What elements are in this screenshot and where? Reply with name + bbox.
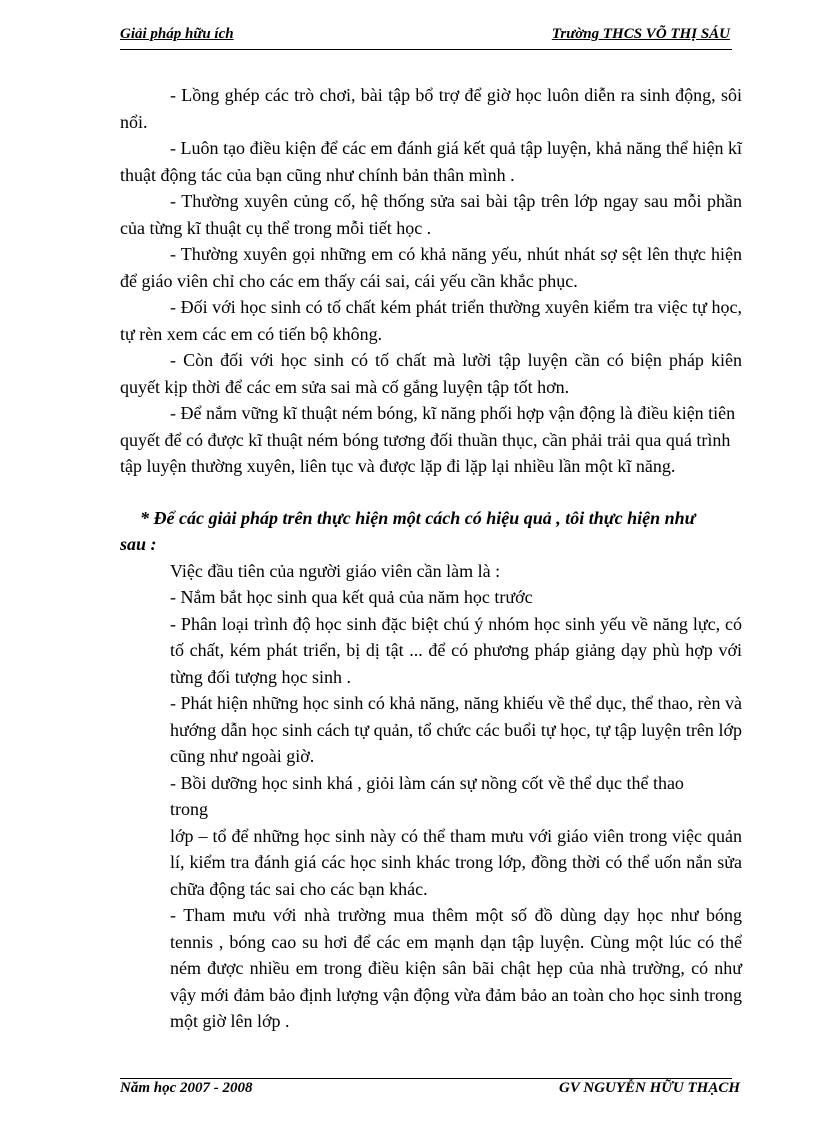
footer-divider xyxy=(120,1078,732,1079)
page-footer xyxy=(120,1080,752,1104)
header-divider xyxy=(120,49,732,50)
paragraph: - Đối với học sinh có tố chất kém phát triển thường xuyên kiểm tra việc tự học, tự rèn xem các em có tiến bộ không. xyxy=(120,297,742,344)
list-item: - Phân loại trình độ học sinh đặc biệt chú ý nhóm học sinh yếu về năng lực, có tố chất, kém phát triển, bị dị tật ... để có phương pháp giảng dạy phù hợp với từng đối tượng học sinh . xyxy=(170,613,742,687)
list-item: - Nắm bắt học sinh qua kết quả của năm học trước xyxy=(170,587,533,607)
header-school-name: Trường THCS VÕ THỊ SÁU xyxy=(551,26,730,42)
list-item: - Phát hiện những học sinh có khả năng, năng khiếu về thể dục, thể thao, rèn và hướng dẫn học sinh cách tự quản, tổ chức các buổi tự học, tự tập luyện trên lớp cũng như ngoài giờ. xyxy=(170,693,742,766)
paragraph: - Thường xuyên củng cố, hệ thống sửa sai bài tập trên lớp ngay sau mỗi phần của từng kĩ thuật cụ thể trong mỗi tiết học . xyxy=(120,191,742,238)
section-heading-continued: sau : xyxy=(120,534,157,554)
page-header xyxy=(120,26,730,48)
footer-author: GV NGUYỄN HỮU THẠCH xyxy=(559,1080,740,1096)
paragraph: - Để nắm vững kĩ thuật ném bóng, kĩ năng phối hợp vận động là điều kiện tiên quyết để có được kĩ thuật ném bóng tương đối thuần thục, cần phải trải qua quá trình tập luyện thường xuyên, liên tục và được lặp đi lặp lại nhiều lần một kĩ năng. xyxy=(120,403,736,476)
section-spacer xyxy=(120,480,742,505)
intro-line: Việc đầu tiên của người giáo viên cần làm là : xyxy=(170,560,501,581)
list-item: trong xyxy=(170,799,208,819)
list-item: - Bồi dưỡng học sinh khá , giỏi làm cán sự nồng cốt về thể dục thể thao xyxy=(170,772,684,793)
paragraph: - Lồng ghép các trò chơi, bài tập bổ trợ để giờ học luôn diễn ra sinh động, sôi nổi. xyxy=(120,85,742,132)
paragraph: - Thường xuyên gọi những em có khả năng yếu, nhút nhát sợ sệt lên thực hiện để giáo viên chỉ cho các em thấy cái sai, cái yếu cần khắc phục. xyxy=(120,244,742,291)
paragraph: - Còn đối với học sinh có tố chất mà lười tập luyện cần có biện pháp kiên quyết kịp thời để các em sửa sai mà cố gắng luyện tập tốt hơn. xyxy=(120,350,742,397)
list-item: lớp – tổ để những học sinh này có thể tham mưu với giáo viên trong việc quản lí, kiểm tra đánh giá các học sinh khác trong lớp, đồng thời có thể uốn nắn sửa chữa động tác sai cho các bạn khác. xyxy=(170,825,742,899)
section-heading: * Để các giải pháp trên thực hiện một cách có hiệu quả , tôi thực hiện như xyxy=(140,507,696,528)
footer-school-year: Năm học 2007 - 2008 xyxy=(120,1080,253,1096)
paragraph: - Luôn tạo điều kiện để các em đánh giá kết quả tập luyện, khả năng thể hiện kĩ thuật động tác của bạn cũng như chính bản thân mình . xyxy=(120,138,742,185)
header-title-left: Giải pháp hữu ích xyxy=(120,26,234,42)
list-item: - Tham mưu với nhà trường mua thêm một số đồ dùng dạy học như bóng tennis , bóng cao su hơi để các em mạnh dạn tập luyện. Cùng một lúc có thể ném được nhiều em trong điều kiện sân bãi chật hẹp của nhà trường, có như vậy mới đảm bảo định lượng vận động vừa đảm bảo an toàn cho học sinh trong một giờ lên lớp . xyxy=(170,905,742,1031)
document-body xyxy=(120,82,742,1035)
